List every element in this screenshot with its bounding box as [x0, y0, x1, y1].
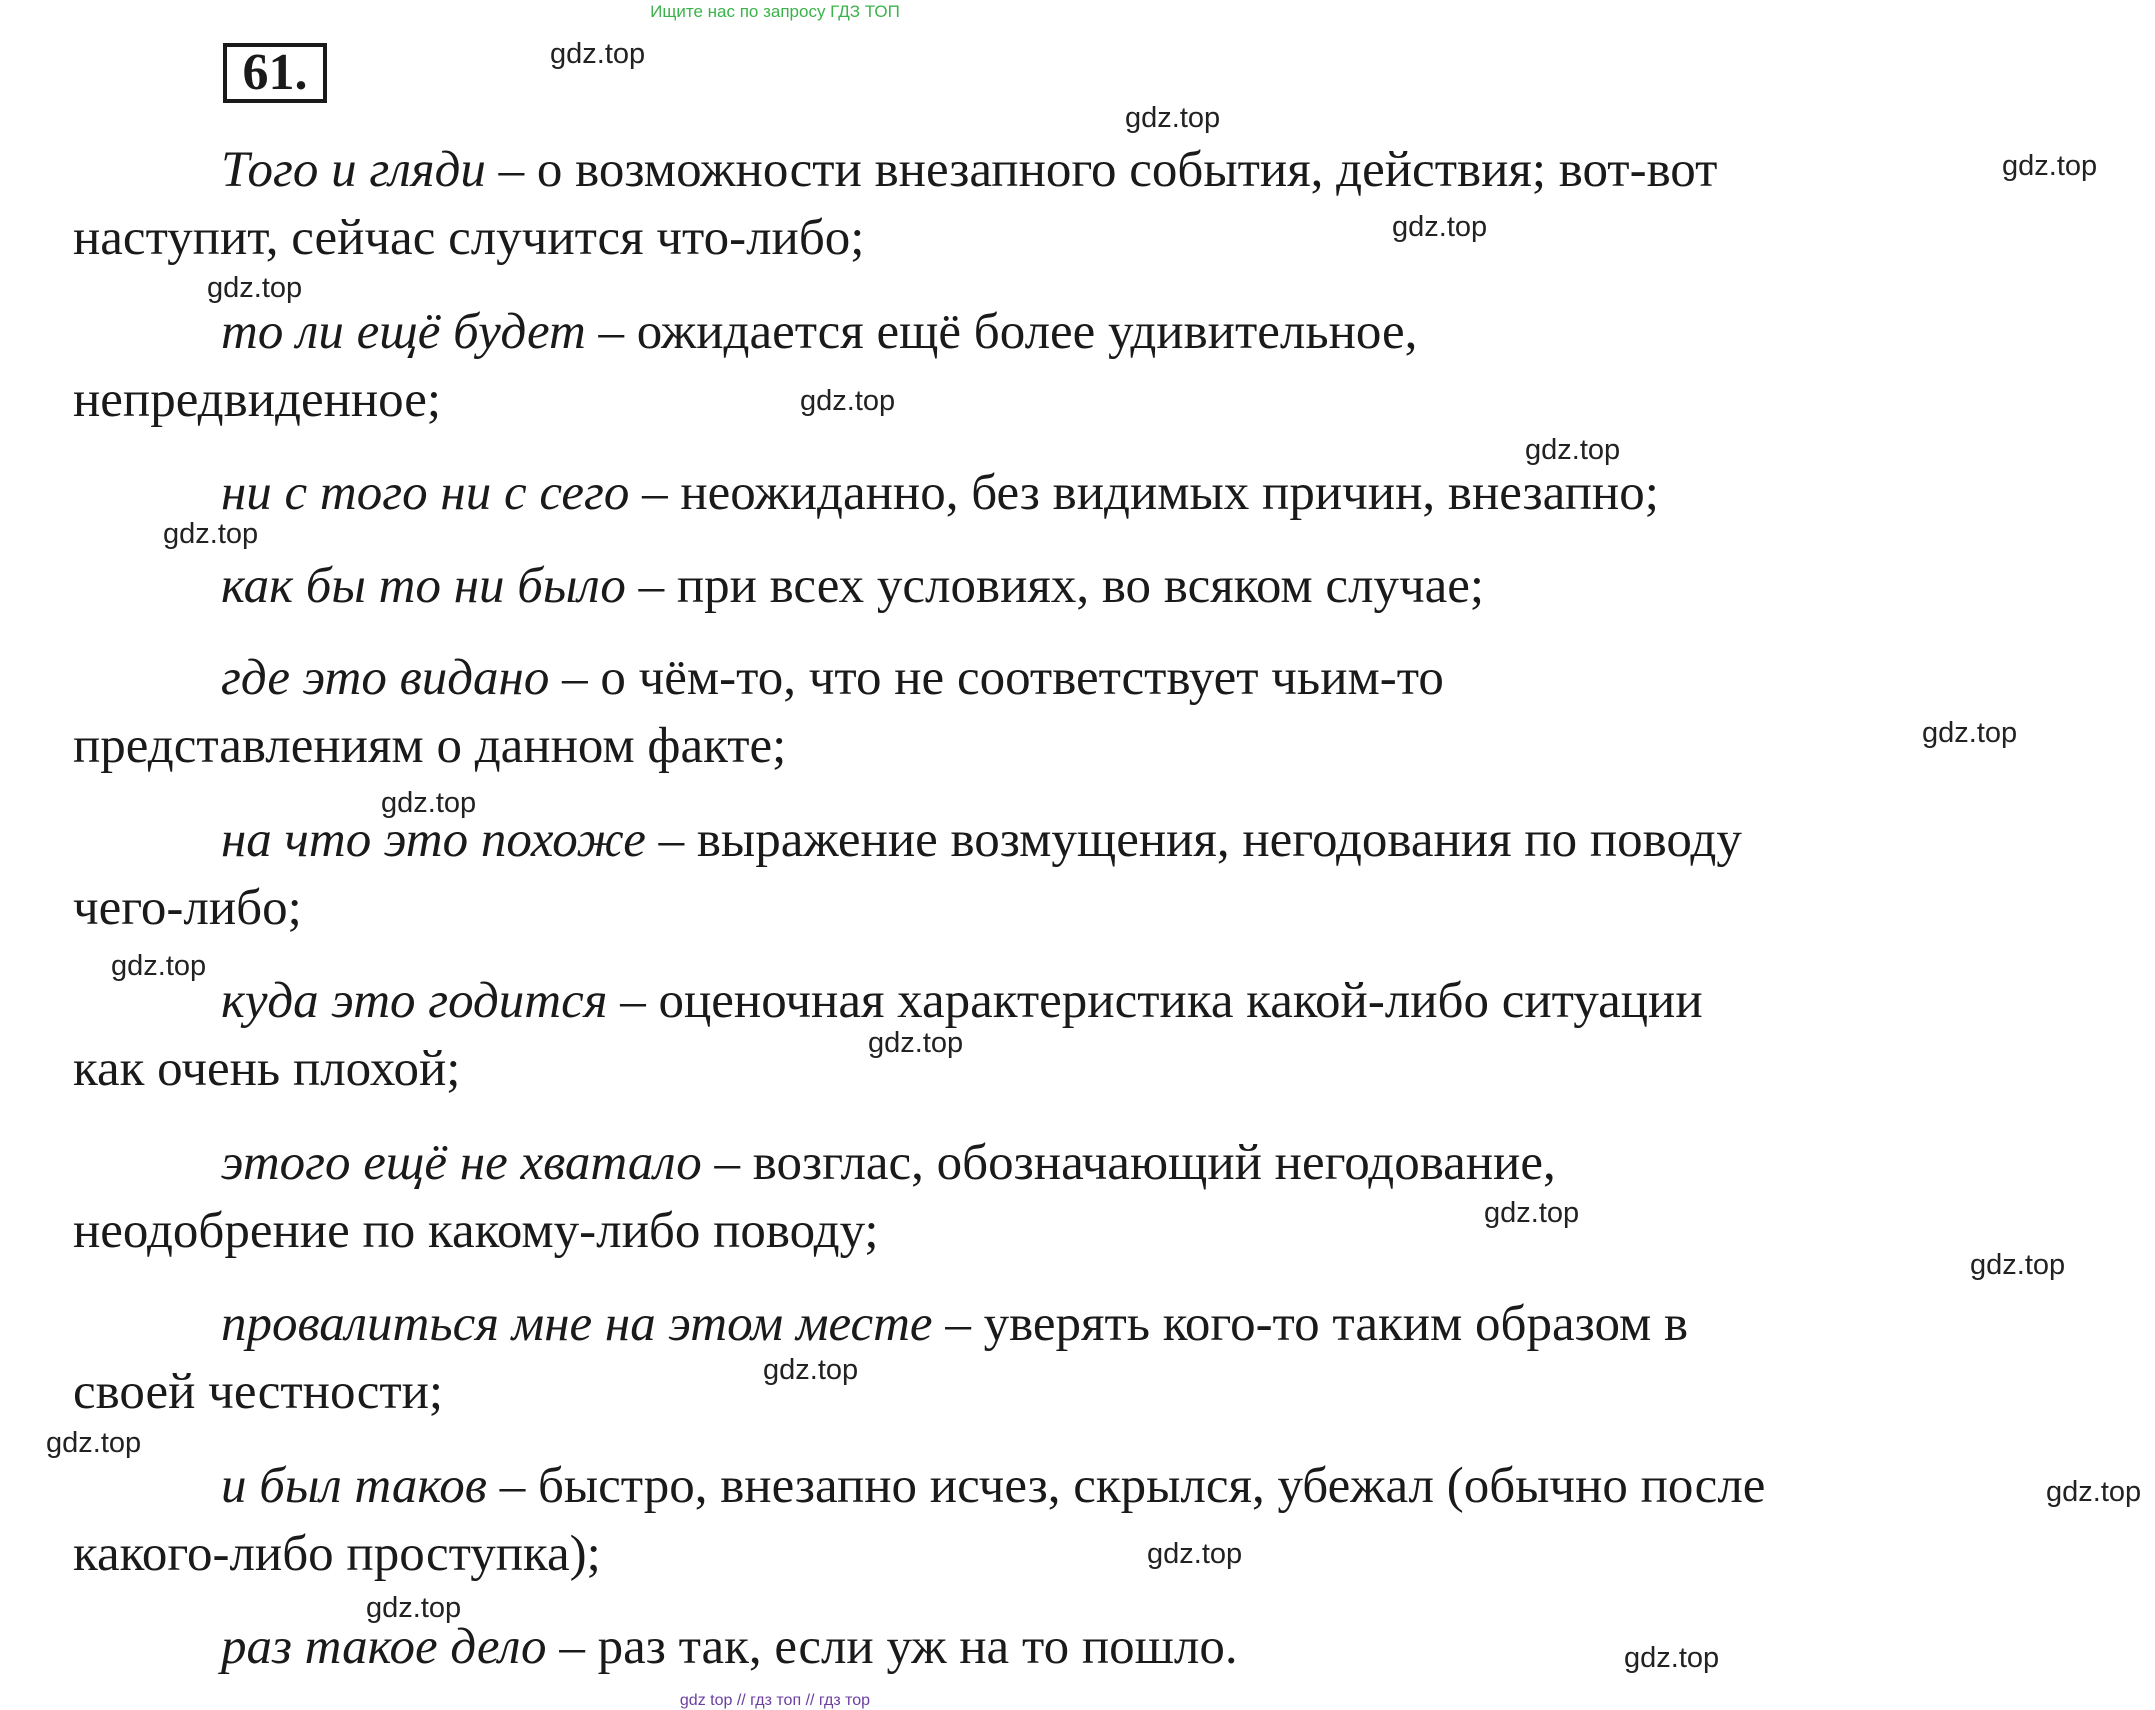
- watermark: gdz.top: [1922, 717, 2018, 749]
- idiom-definition: – возглас, обозначающий негодование,: [701, 1135, 1556, 1191]
- entry-line: [221, 648, 1444, 708]
- entry-continuation: своей честности;: [73, 1364, 444, 1420]
- watermark: gdz.top: [1392, 211, 1488, 243]
- entry-continuation: представлениям о данном факте;: [73, 718, 787, 774]
- entry-line: [221, 302, 1417, 362]
- idiom-phrase: ни с того ни с сего: [221, 465, 630, 521]
- watermark: gdz.top: [1525, 434, 1621, 466]
- watermark: gdz.top: [111, 950, 207, 982]
- entry-line: [221, 810, 1742, 870]
- idiom-phrase: раз такое дело: [221, 1619, 547, 1675]
- idiom-phrase: куда это годится: [221, 973, 608, 1029]
- idiom-phrase: этого ещё не хватало: [221, 1135, 702, 1191]
- entry-continuation: какого-либо проступка);: [73, 1526, 601, 1582]
- idiom-definition: – раз так, если уж на то пошло.: [546, 1619, 1238, 1675]
- watermark: gdz.top: [366, 1592, 462, 1624]
- entry-continuation: непредвиденное;: [73, 372, 442, 428]
- watermark: gdz.top: [163, 518, 259, 550]
- idiom-phrase: на что это похоже: [221, 812, 646, 868]
- idiom-definition: – выражение возмущения, негодования по поводу: [645, 812, 1742, 868]
- idiom-phrase: как бы то ни было: [221, 558, 626, 614]
- idiom-definition: – при всех условиях, во всяком случае;: [625, 558, 1485, 614]
- idiom-definition: – быстро, внезапно исчез, скрылся, убежал (обычно после: [486, 1458, 1766, 1514]
- watermark: gdz.top: [763, 1354, 859, 1386]
- idiom-phrase: Того и гляди: [221, 142, 486, 198]
- idiom-phrase: провалиться мне на этом месте: [221, 1296, 933, 1352]
- watermark: gdz.top: [1624, 1642, 1720, 1674]
- entry-line: [221, 1133, 1556, 1193]
- idiom-phrase: то ли ещё будет: [221, 304, 586, 360]
- idiom-definition: – ожидается ещё более удивительное,: [585, 304, 1418, 360]
- entry-line: [221, 1294, 1688, 1354]
- idiom-definition: – уверять кого-то таким образом в: [932, 1296, 1689, 1352]
- idiom-definition: – о чём-то, что не соответствует чьим-то: [549, 650, 1444, 706]
- watermark: gdz.top: [2002, 150, 2098, 182]
- entry-continuation: неодобрение по какому-либо поводу;: [73, 1203, 879, 1259]
- watermark: gdz.top: [550, 38, 646, 70]
- entry-line: [221, 463, 1659, 523]
- footer-links[interactable]: gdz top // гдз топ // гдз тор: [679, 1692, 871, 1709]
- watermark: gdz.top: [1125, 102, 1221, 134]
- idiom-phrase: где это видано: [221, 650, 550, 706]
- idiom-definition: – оценочная характеристика какой-либо ситуации: [607, 973, 1703, 1029]
- entry-line: [221, 971, 1703, 1031]
- watermark: gdz.top: [381, 787, 477, 819]
- watermark: gdz.top: [207, 272, 303, 304]
- task-number-box: 61.: [223, 43, 327, 103]
- entry-continuation: как очень плохой;: [73, 1041, 461, 1097]
- entry-line: [221, 1617, 1238, 1677]
- watermark: gdz.top: [1484, 1197, 1580, 1229]
- entry-line: [221, 1456, 1765, 1516]
- watermark: gdz.top: [46, 1427, 142, 1459]
- watermark: gdz.top: [800, 385, 896, 417]
- watermark: gdz.top: [868, 1027, 964, 1059]
- entry-continuation: наступит, сейчас случится что-либо;: [73, 210, 865, 266]
- entry-line: [221, 140, 1717, 200]
- idiom-definition: – неожиданно, без видимых причин, внезапно;: [629, 465, 1659, 521]
- idiom-definition: – о возможности внезапного события, действия; вот-вот: [485, 142, 1718, 198]
- idiom-phrase: и был таков: [221, 1458, 487, 1514]
- entry-continuation: чего-либо;: [73, 880, 302, 936]
- watermark: gdz.top: [2046, 1476, 2142, 1508]
- top-banner[interactable]: Ищите нас по запросу ГДЗ ТОП: [650, 2, 900, 21]
- entry-line: [221, 556, 1484, 616]
- watermark: gdz.top: [1970, 1249, 2066, 1281]
- watermark: gdz.top: [1147, 1538, 1243, 1570]
